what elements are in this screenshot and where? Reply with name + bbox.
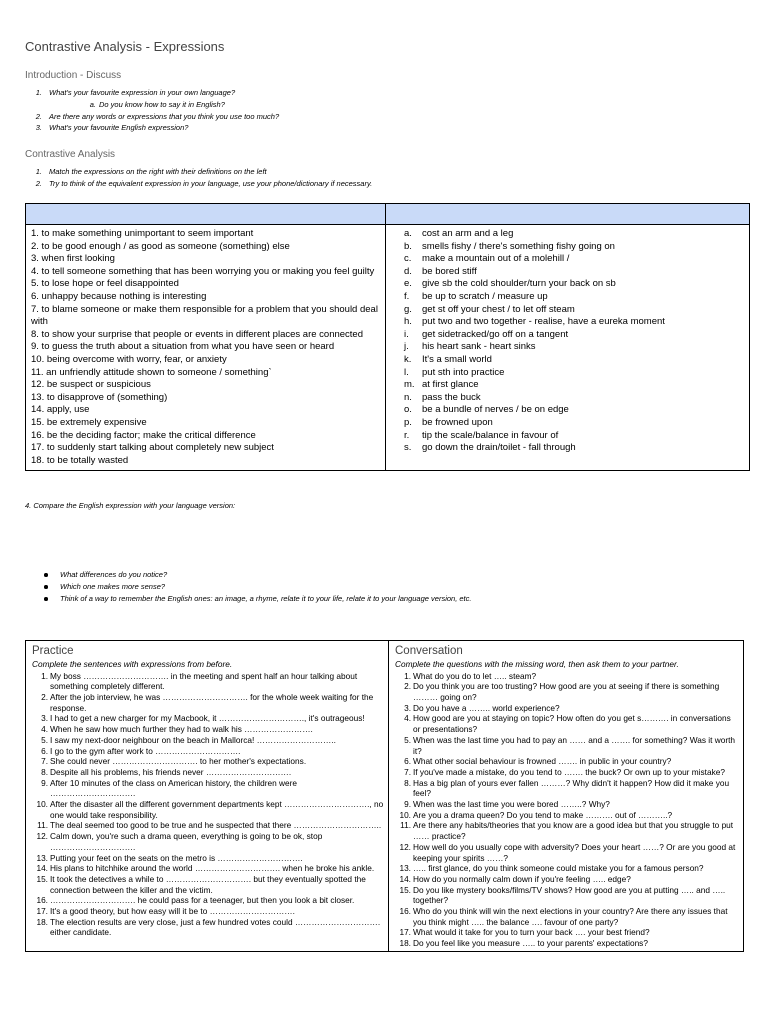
definition-item: 3. when first looking: [31, 253, 115, 265]
expression-letter: p.: [404, 416, 412, 428]
intro-list: [25, 87, 279, 134]
item-number: 10.: [399, 809, 411, 820]
item-number: 10.: [36, 799, 48, 810]
practice-item: [32, 799, 384, 820]
practice-item: [32, 820, 384, 831]
conversation-cell: [389, 641, 744, 952]
item-number: 17.: [399, 927, 411, 938]
conversation-item: [395, 938, 739, 949]
practice-item: [32, 735, 384, 746]
practice-item: [32, 831, 384, 852]
item-number: 9.: [404, 799, 411, 810]
item-text: What other social behaviour is frowned ……. in public in your country?: [413, 756, 672, 767]
expression-letter: b.: [404, 240, 412, 252]
practice-cell: [26, 641, 389, 952]
expression-item: [394, 278, 745, 291]
list-item: 1. What's your favourite expression in your own language?: [35, 88, 236, 97]
practice-item: [32, 756, 384, 767]
item-text: When he saw how much further they had to walk his …………………….: [50, 724, 313, 735]
item-text: …………………………. he could pass for a teenager, but then you look a bit closer.: [50, 895, 355, 906]
list-item: Which one makes more sense?: [44, 581, 471, 593]
definition-item: 13. to disapprove of (something): [31, 391, 168, 403]
expression-text: be a bundle of nerves / be on edge: [422, 404, 569, 416]
definition-item: 11. an unfriendly attitude shown to someone / something`: [31, 366, 272, 378]
conversation-item: [395, 863, 739, 874]
conversation-heading: Conversation: [395, 645, 463, 657]
item-number: 16.: [36, 895, 48, 906]
list-item: a. Do you know how to say it in English?: [89, 99, 225, 109]
expression-item: [394, 341, 745, 354]
item-text: Has a big plan of yours ever fallen ………? Why didn't it happen? How did it make you feel?: [413, 777, 730, 799]
item-number: 5.: [41, 734, 48, 745]
expression-letter: n.: [404, 391, 412, 403]
expression-item: [394, 354, 745, 367]
item-text: His plans to hitchhike around the world …………………………. when he broke his ankle.: [50, 863, 375, 874]
expression-letter: e.: [404, 278, 412, 290]
item-text: I had to get a new charger for my Macbook, it …………………………., it's outrageous!: [50, 713, 365, 724]
item-number: 9.: [41, 777, 48, 788]
expression-item: [394, 266, 745, 279]
item-text: Do you think you are too trusting? How good are you at seeing if there is something ……… going on?: [413, 681, 720, 702]
item-text: How well do you usually cope with adversity? Does your heart ……? Or are you good at keeping your spirits ……?: [413, 841, 736, 863]
item-number: 4.: [404, 713, 411, 724]
expression-item: [394, 442, 745, 455]
practice-item: [32, 906, 384, 917]
expression-item: [394, 291, 745, 304]
item-text: After the job interview, he was …………………………. for the whole week waiting for the response.: [50, 692, 374, 713]
definition-item: 9. to guess the truth about a situation from what you have seen or heard: [31, 341, 335, 353]
conversation-item: [395, 681, 739, 702]
item-number: 14.: [399, 873, 411, 884]
item-text: What do you do to let ….. steam?: [413, 670, 537, 681]
conversation-item: [395, 842, 739, 863]
expression-text: get st off your chest / to let off steam: [422, 303, 575, 315]
expression-text: at first glance: [422, 379, 479, 391]
expression-letter: d.: [404, 265, 412, 277]
conversation-item: [395, 735, 739, 756]
list-item: 1. Match the expressions on the right with their definitions on the left: [35, 167, 267, 176]
item-number: 7.: [41, 756, 48, 767]
item-number: 18.: [399, 938, 411, 949]
definition-item: 5. to lose hope or feel disappointed: [31, 278, 179, 290]
conversation-instruction: Complete the questions with the missing word, then ask them to your partner.: [395, 659, 679, 669]
exercises-table: [25, 640, 744, 952]
definition-item: 15. be extremely expensive: [31, 416, 147, 428]
conversation-item: [395, 767, 739, 778]
conversation-list: [395, 671, 739, 949]
definition-item: 18. to be totally wasted: [31, 454, 129, 466]
page-title: Contrastive Analysis - Expressions: [25, 39, 225, 54]
item-number: 3.: [404, 702, 411, 713]
item-number: 1.: [404, 670, 411, 681]
practice-item: [32, 671, 384, 692]
definition-item: 10. being overcome with worry, fear, or anxiety: [31, 353, 227, 365]
expression-text: give sb the cold shoulder/turn your back on sb: [422, 278, 616, 290]
expression-letter: m.: [404, 379, 415, 391]
list-item: What differences do you notice?: [44, 569, 471, 581]
expression-item: [394, 241, 745, 254]
expression-letter: l.: [404, 366, 409, 378]
item-text: Who do you think will win the next elections in your country? Are there any issues that you think might ….. the balance …. favour of one party?: [413, 906, 728, 927]
item-number: 16.: [399, 906, 411, 917]
conversation-item: [395, 927, 739, 938]
discussion-questions: [44, 569, 471, 605]
item-number: 17.: [36, 906, 48, 917]
definition-item: 17. to suddenly start talking about completely new subject: [31, 442, 274, 454]
item-text: Putting your feet on the seats on the metro is ………………………….: [50, 852, 303, 863]
conversation-item: [395, 713, 739, 734]
list-item: 3. What's your favourite English expression?: [35, 123, 189, 133]
practice-item: [32, 746, 384, 757]
matching-table: [25, 203, 750, 471]
item-text: The election results are very close, just a few hundred votes could …………………………. either candidate.: [50, 916, 381, 938]
item-text: She could never …………………………. to her mother's expectations.: [50, 756, 307, 767]
item-number: 13.: [36, 852, 48, 863]
definition-item: 4. to tell someone something that has been worrying you or making you feel guilty: [31, 265, 375, 277]
expression-letter: o.: [404, 404, 412, 416]
item-number: 15.: [36, 873, 48, 884]
conversation-item: [395, 810, 739, 821]
table-header-right: [386, 204, 750, 225]
compare-note: 4. Compare the English expression with your language version:: [25, 501, 236, 510]
conversation-item: [395, 874, 739, 885]
item-text: It took the detectives a while to …………………………. but they eventually spotted the connection between the killer and the victim.: [50, 873, 366, 895]
item-number: 6.: [404, 756, 411, 767]
item-number: 11.: [37, 820, 48, 831]
practice-item: [32, 874, 384, 895]
item-text: How do you normally calm down if you're feeling ….. edge?: [413, 873, 631, 884]
item-number: 8.: [404, 777, 411, 788]
item-text: Are there any habits/theories that you know are a good idea but that you struggle to put …… practice?: [413, 820, 734, 842]
expression-letter: c.: [404, 253, 412, 265]
item-text: When was the last time you were bored ……..? Why?: [413, 799, 610, 810]
expression-item: [394, 417, 745, 430]
conversation-item: [395, 820, 739, 841]
conversation-item: [395, 671, 739, 682]
expression-item: [394, 316, 745, 329]
intro-heading: Introduction - Discuss: [25, 70, 122, 81]
expression-text: be bored stiff: [422, 265, 477, 277]
expression-letter: j.: [404, 341, 409, 353]
item-number: 13.: [399, 863, 411, 874]
table-header-left: [26, 204, 386, 225]
expression-text: cost an arm and a leg: [422, 228, 514, 239]
definition-item: 6. unhappy because nothing is interesting: [31, 290, 207, 302]
list-item: Think of a way to remember the English ones: an image, a rhyme, relate it to your life, relate it to your language version, etc.: [44, 593, 471, 605]
expression-text: put two and two together - realise, have a eureka moment: [422, 316, 665, 328]
item-number: 7.: [404, 766, 411, 777]
expression-text: go down the drain/toilet - fall through: [422, 442, 576, 454]
expression-text: tip the scale/balance in favour of: [422, 429, 559, 441]
item-text: It's a good theory, but how easy will it be to ………………………….: [50, 906, 295, 917]
expression-letter: k.: [404, 353, 412, 365]
expression-letter: a.: [404, 228, 412, 239]
expression-item: [394, 253, 745, 266]
expression-item: [394, 228, 745, 241]
definition-item: 12. be suspect or suspicious: [31, 379, 151, 391]
practice-heading: Practice: [32, 645, 74, 657]
item-text: Are you a drama queen? Do you tend to make ………. out of ………..?: [413, 809, 673, 820]
expression-item: [394, 392, 745, 405]
definition-item: 7. to blame someone or make them responsible for a problem that you should deal with: [31, 303, 378, 328]
expression-text: be frowned upon: [422, 416, 493, 428]
item-text: Calm down, you're such a drama queen, everything is going to be ok, stop ………………………….: [50, 831, 323, 852]
definition-item: 1. to make something unimportant to seem important: [31, 228, 254, 239]
item-text: My boss …………………………. in the meeting and spent half an hour talking about something completely different.: [50, 670, 358, 692]
item-text: Do you have a …….. world experience?: [413, 702, 560, 713]
conversation-item: [395, 906, 739, 927]
expression-text: make a mountain out of a molehill /: [422, 253, 570, 265]
item-text: The deal seemed too good to be true and he suspected that there …………………………..: [50, 820, 382, 831]
practice-item: [32, 863, 384, 874]
expressions-list: [386, 225, 749, 458]
definition-item: 14. apply, use: [31, 404, 90, 416]
item-number: 12.: [399, 841, 411, 852]
item-number: 15.: [399, 884, 411, 895]
item-text: When was the last time you had to pay an …… and a ……. for something? Was it worth it?: [413, 734, 736, 756]
expression-text: put sth into practice: [422, 366, 505, 378]
practice-item: [32, 895, 384, 906]
item-text: Despite all his problems, his friends never ………………………….: [50, 766, 292, 777]
item-number: 4.: [41, 724, 48, 735]
item-number: 3.: [41, 713, 48, 724]
item-text: How good are you at staying on topic? How often do you get s………. in conversations or presentations?: [413, 713, 731, 735]
practice-list: [32, 671, 384, 939]
item-text: If you've made a mistake, do you tend to ……. the buck? Or own up to your mistake?: [413, 766, 725, 777]
practice-item: [32, 853, 384, 864]
practice-item: [32, 767, 384, 778]
definitions-cell: [26, 225, 386, 471]
practice-item: [32, 778, 384, 799]
expression-item: [394, 329, 745, 342]
practice-instruction: Complete the sentences with expressions from before.: [32, 659, 233, 669]
conversation-item: [395, 885, 739, 906]
definition-item: 2. to be good enough / as good as someone (something) else: [31, 240, 290, 252]
expression-text: be up to scratch / measure up: [422, 290, 548, 302]
conversation-item: [395, 756, 739, 767]
expression-letter: r.: [404, 429, 410, 441]
item-text: I go to the gym after work to ………………………….: [50, 745, 241, 756]
item-number: 6.: [41, 745, 48, 756]
expression-letter: h.: [404, 316, 412, 328]
expression-item: [394, 430, 745, 443]
expression-text: It's a small world: [422, 353, 492, 365]
expression-text: his heart sank - heart sinks: [422, 341, 536, 353]
item-number: 2.: [404, 681, 411, 692]
item-text: Do you like mystery books/films/TV shows? How good are you at putting ….. and ….. together?: [413, 884, 726, 906]
expressions-cell: [386, 225, 750, 471]
item-text: Do you feel like you measure ….. to your parents' expectations?: [413, 938, 648, 949]
item-number: 5.: [404, 734, 411, 745]
item-number: 1.: [41, 670, 48, 681]
item-text: I saw my next-door neighbour on the beach in Mallorca! ………………………..: [50, 734, 336, 745]
item-number: 8.: [41, 766, 48, 777]
definition-item: 16. be the deciding factor; make the critical difference: [31, 429, 256, 441]
item-text: What would it take for you to turn your back …. your best friend?: [413, 927, 650, 938]
item-text: After 10 minutes of the class on American history, the children were ………………………….: [50, 777, 298, 799]
list-item: 2. Try to think of the equivalent expression in your language, use your phone/dictionary if necessary.: [35, 178, 373, 188]
item-number: 2.: [41, 692, 48, 702]
expression-text: smells fishy / there's something fishy going on: [422, 240, 615, 252]
expression-letter: i.: [404, 328, 409, 340]
list-item: 2. Are there any words or expressions that you think you use too much?: [35, 111, 280, 121]
expression-item: [394, 404, 745, 417]
item-number: 12.: [36, 831, 48, 842]
expression-letter: f.: [404, 290, 410, 302]
definitions-list: [26, 225, 385, 470]
expression-letter: g.: [404, 303, 412, 315]
item-text: After the disaster all the different government departments kept …………………………., no one would take responsibility.: [50, 799, 384, 820]
expression-letter: s.: [404, 442, 412, 454]
conversation-item: [395, 799, 739, 810]
expression-item: [394, 304, 745, 317]
expression-text: pass the buck: [422, 391, 481, 403]
practice-item: [32, 713, 384, 724]
practice-item: [32, 724, 384, 735]
definition-item: 8. to show your surprise that people or events in different places are connected: [31, 328, 363, 340]
expression-item: [394, 379, 745, 392]
item-text: ….. first glance, do you think someone could mistake you for a famous person?: [413, 863, 704, 874]
item-number: 18.: [36, 916, 48, 927]
contrastive-heading: Contrastive Analysis: [25, 149, 116, 160]
item-number: 11.: [400, 820, 411, 831]
conversation-item: [395, 703, 739, 714]
practice-item: [32, 917, 384, 938]
expression-text: get sidetracked/go off on a tangent: [422, 328, 569, 340]
practice-item: [32, 692, 384, 713]
contrastive-list: [25, 166, 372, 190]
expression-item: [394, 367, 745, 380]
conversation-item: [395, 778, 739, 799]
item-number: 14.: [36, 863, 48, 874]
